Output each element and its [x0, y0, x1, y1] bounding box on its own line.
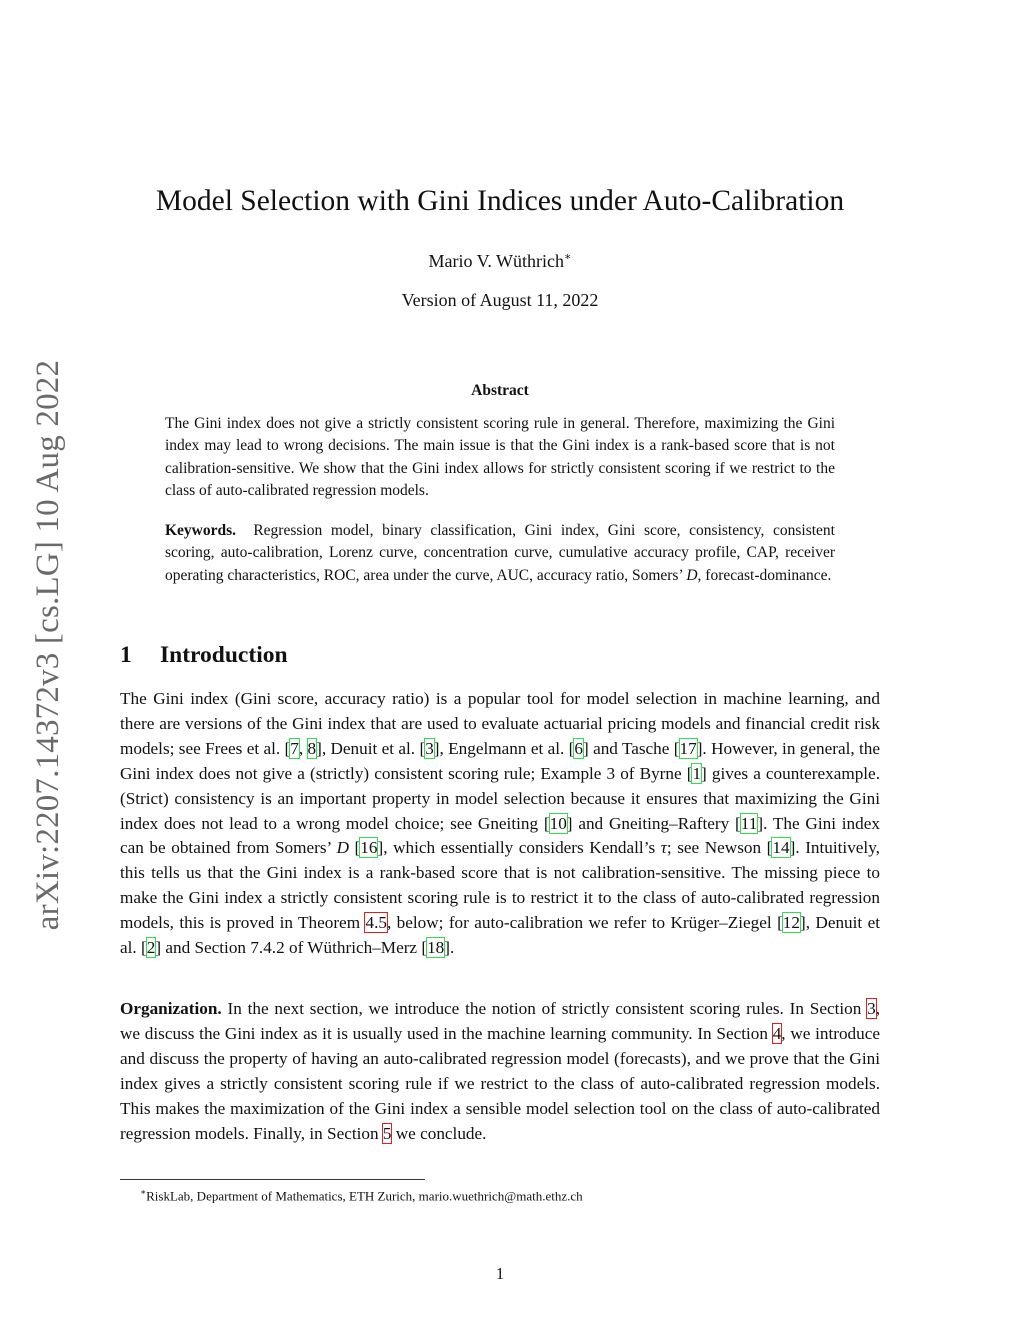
section-link-4[interactable]: 4 — [772, 1023, 782, 1043]
version-date: Version of August 11, 2022 — [401, 290, 599, 310]
author-footnote-mark[interactable]: ∗ — [564, 251, 572, 263]
footnote-text: RiskLab, Department of Mathematics, ETH Zurich, mario.wuethrich@math.ethz.ch — [146, 1188, 583, 1204]
citation-1[interactable]: 1 — [692, 763, 702, 783]
author-name: Mario V. Wüthrich — [428, 251, 564, 271]
citation-10[interactable]: 10 — [549, 813, 567, 833]
footnote — [120, 1183, 880, 1205]
keywords-text-b: , forecast-dominance. — [697, 566, 832, 584]
citation-7[interactable]: 7 — [290, 738, 299, 758]
intro-paragraph: The Gini index (Gini score, accuracy ratio) is a popular tool for model selection in machine learning, and there are versions of the Gini index that are used to evaluate actuarial pricing models and financial credit risk models; see Frees et al. [7, 8], Denuit et al. [3], Engelmann et al. [6] and Tasche [17]. However, in general, the Gini index does not give a (strictly) consistent scoring rule; Example 3 of Byrne [1] gives a counterexample. (Strict) consistency is an important property in model selection because it ensures that maximizing the Gini index does not lead to a wrong model choice; see Gneiting [10] and Gneiting–Raftery [11]. The Gini index can be obtained from Somers’ D [16], which essentially considers Kendall’s τ; see Newson [14]. Intuitively, this tells us that the Gini index is a rank-based score that is not calibration-sensitive. The missing piece to make the Gini index a strictly consistent scoring rule is to restrict it to the class of auto-calibrated regression models, this is proved in Theorem 4.5, below; for auto-calibration we refer to Krüger–Ziegel [12], Denuit et al. [2] and Section 7.4.2 of Wüthrich–Merz [18]. — [120, 689, 881, 958]
arxiv-side-stamp: arXiv:2207.14372v3 [cs.LG] 10 Aug 2022 — [30, 359, 66, 931]
var-d: D — [336, 838, 349, 858]
citation-3[interactable]: 3 — [425, 738, 434, 758]
abstract-heading: Abstract — [471, 382, 529, 399]
citation-14[interactable]: 14 — [772, 838, 790, 858]
theorem-link-4-5[interactable]: 4.5 — [365, 913, 387, 933]
section-link-5[interactable]: 5 — [382, 1123, 392, 1143]
section-heading-introduction — [120, 640, 288, 670]
organization-paragraph: Organization. In the next section, we introduce the notion of strictly consistent scoring rules. In Section 3, we discuss the Gini index as it is usually used in the machine learning community. In Section 4, we introduce and discuss the property of having an auto-calibrated regression model (forecasts), and we prove that the Gini index gives a strictly consistent scoring rule if we restrict to the class of auto-calibrated regression models. This makes the maximization of the Gini index a sensible model selection tool on the class of auto-calibrated regression models. Finally, in Section 5 we conclude. — [120, 999, 880, 1143]
citation-11[interactable]: 11 — [740, 813, 758, 833]
author-line — [120, 245, 880, 273]
citation-16[interactable]: 16 — [360, 838, 378, 858]
footnote-rule — [120, 1179, 425, 1180]
keywords-block — [165, 520, 835, 587]
footnote-mark: ∗ — [140, 1187, 147, 1197]
citation-18[interactable]: 18 — [427, 938, 445, 958]
section-link-3[interactable]: 3 — [867, 999, 876, 1018]
citation-17[interactable]: 17 — [679, 738, 697, 758]
citation-12[interactable]: 12 — [782, 913, 800, 933]
paper-title: Model Selection with Gini Indices under Auto-Calibration — [155, 185, 845, 217]
citation-6[interactable]: 6 — [574, 738, 583, 758]
keywords-text-a: Regression model, binary classification, Gini index, Gini score, consistency, consistent scoring, auto-calibration, Lorenz curve, concentration curve, cumulative accuracy profile, CAP, receiver operating characteristics, ROC, area under the curve, AUC, accuracy ratio, Somers’ — [165, 522, 835, 584]
section-number: 1 — [120, 642, 132, 668]
citation-8[interactable]: 8 — [307, 738, 317, 758]
citation-2[interactable]: 2 — [146, 938, 156, 958]
keywords-var-d: D — [686, 566, 698, 584]
keywords-label: Keywords. — [165, 522, 237, 539]
page-number: 1 — [495, 1264, 505, 1283]
var-tau: τ — [660, 838, 667, 858]
organization-label: Organization. — [120, 999, 222, 1018]
abstract-body: The Gini index does not give a strictly consistent scoring rule in general. Therefore, maximizing the Gini index may lead to wrong decisions. The main issue is that the Gini index is a rank-based score that is not calibration-sensitive. We show that the Gini index allows for strictly consistent scoring if we restrict to the class of auto-calibrated regression models. — [165, 415, 835, 499]
section-title: Introduction — [160, 642, 288, 668]
